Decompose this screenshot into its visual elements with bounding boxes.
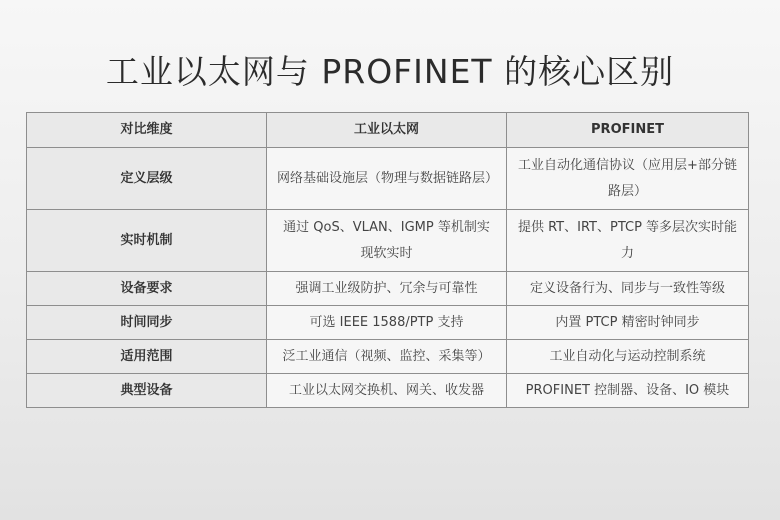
industrial-ethernet-cell: 强调工业级防护、冗余与可靠性 [267,272,507,306]
row-dimension: 设备要求 [27,272,267,306]
row-dimension: 实时机制 [27,210,267,272]
table-row [27,340,749,374]
profinet-cell: 工业自动化通信协议（应用层+部分链路层） [507,148,749,210]
industrial-ethernet-cell: 可选 IEEE 1588/PTP 支持 [267,306,507,340]
profinet-cell: 定义设备行为、同步与一致性等级 [507,272,749,306]
industrial-ethernet-cell: 工业以太网交换机、网关、收发器 [267,374,507,408]
column-header-dimension: 对比维度 [27,113,267,148]
column-header-industrial-ethernet: 工业以太网 [267,113,507,148]
row-dimension: 适用范围 [27,340,267,374]
profinet-cell: PROFINET 控制器、设备、IO 模块 [507,374,749,408]
industrial-ethernet-cell: 通过 QoS、VLAN、IGMP 等机制实现软实时 [267,210,507,272]
table-row [27,210,749,272]
table-header-row [27,113,749,148]
table-row [27,306,749,340]
comparison-table [26,112,749,408]
industrial-ethernet-cell: 泛工业通信（视频、监控、采集等） [267,340,507,374]
page-title: 工业以太网与 PROFINET 的核心区别 [105,52,675,91]
profinet-cell: 内置 PTCP 精密时钟同步 [507,306,749,340]
column-header-profinet: PROFINET [507,113,749,148]
profinet-cell: 提供 RT、IRT、PTCP 等多层次实时能力 [507,210,749,272]
table-row [27,272,749,306]
row-dimension: 定义层级 [27,148,267,210]
table-row [27,148,749,210]
industrial-ethernet-cell: 网络基础设施层（物理与数据链路层） [267,148,507,210]
row-dimension: 典型设备 [27,374,267,408]
table-row [27,374,749,408]
row-dimension: 时间同步 [27,306,267,340]
profinet-cell: 工业自动化与运动控制系统 [507,340,749,374]
